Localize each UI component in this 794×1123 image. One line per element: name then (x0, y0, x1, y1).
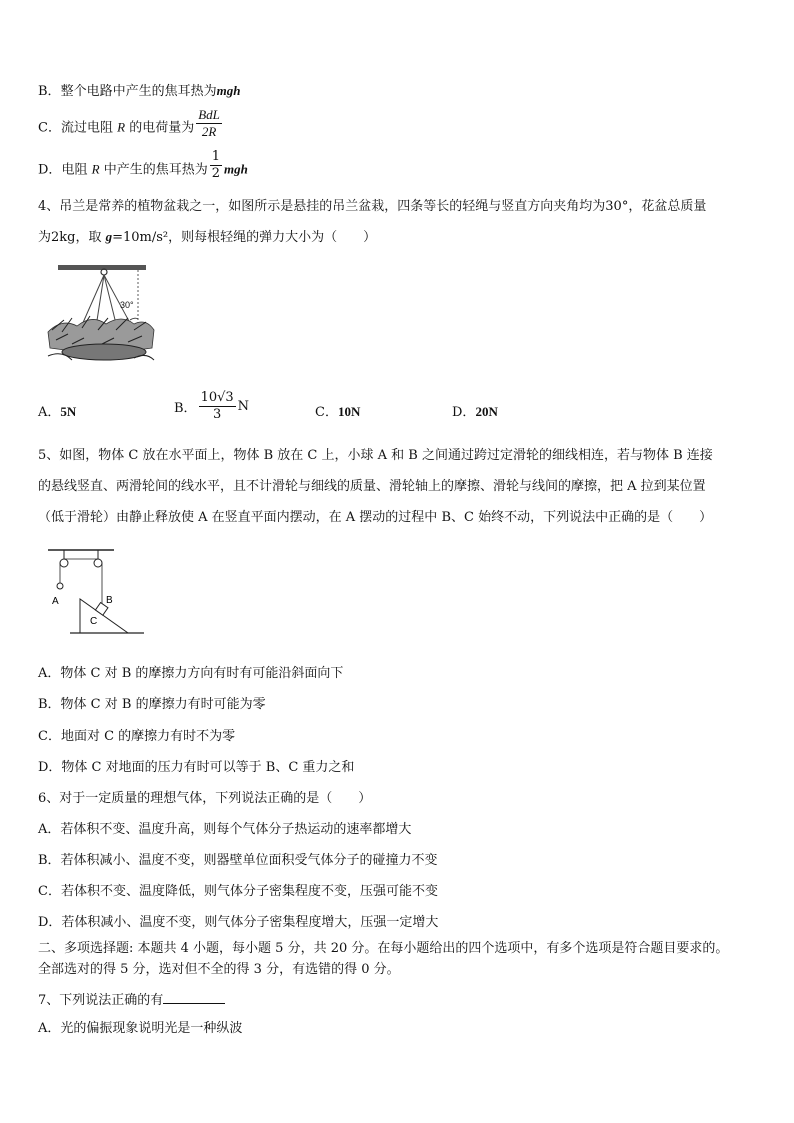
stem-text: 为2kg，取 (38, 230, 106, 245)
fraction-bdl-2r (196, 107, 222, 140)
label-b: B (106, 595, 113, 606)
q6-option-d: D．若体积减小、温度不变，则气体分子密集程度增大，压强一定增大 (38, 915, 439, 930)
fraction-one-half (210, 149, 222, 182)
q6-option-a: A．若体积不变、温度升高，则每个气体分子热运动的速率都增大 (38, 822, 412, 837)
incline-c (80, 599, 128, 633)
option-label: C． (315, 405, 338, 420)
option-text: 10N (337, 404, 361, 419)
q3-option-c (38, 107, 224, 140)
flower-pot (62, 344, 146, 360)
q4-option-a (38, 401, 76, 420)
q3-option-d (38, 149, 248, 182)
q5-option-a: A．物体 C 对 B 的摩擦力方向有时有可能沿斜面向下 (38, 666, 344, 681)
option-text: 的电荷量为 (129, 120, 195, 136)
variable-r: R (117, 119, 126, 135)
fraction-numerator: 1 (211, 149, 220, 164)
stem-text: 7、下列说法正确的有 (38, 993, 164, 1008)
q6-option-b: B．若体积减小、温度不变，则器壁单位面积受气体分子的碰撞力不变 (38, 853, 438, 868)
q5-stem-line3: （低于滑轮）由静止释放使 A 在竖直平面内摆动，在 A 摆动的过程中 B、C 始终不动，下列说法中正确的是（ ） (38, 510, 713, 525)
q3-option-b (38, 82, 240, 101)
q6-option-c: C．若体积不变、温度降低，则气体分子密集程度不变，压强可能不变 (38, 884, 438, 899)
label-c: C (90, 616, 98, 627)
q4-option-d (452, 401, 498, 420)
fraction-numerator: BdL (198, 107, 220, 122)
pulley-incline-figure (42, 545, 152, 640)
pulley-left (60, 559, 68, 567)
formula-mgh: mgh (223, 161, 248, 177)
option-text: 中产生的焦耳热为 (103, 162, 208, 178)
fraction-denominator: 2R (201, 124, 217, 139)
ball-a (57, 583, 63, 589)
q5-stem-line1: 5、如图，物体 C 放在水平面上，物体 B 放在 C 上，小球 A 和 B 之间通过跨过定滑轮的细线相连，若与物体 B 连接 (38, 448, 713, 463)
section2-instructions-line2: 全部选对的得 5 分，选对但不全的得 3 分，有选错的得 0 分。 (38, 962, 400, 977)
option-label: B． (38, 84, 61, 99)
option-label: A． (38, 405, 61, 420)
option-text: 5N (60, 404, 77, 419)
variable-g: g (105, 229, 113, 244)
option-label: D． (452, 405, 476, 420)
angle-label: 30° (120, 300, 134, 310)
formula-mgh: mgh (216, 83, 241, 98)
angle-arc (130, 318, 138, 320)
q5-option-c: C．地面对 C 的摩擦力有时不为零 (38, 729, 236, 744)
option-label: B． (174, 401, 197, 416)
option-label: C． (38, 120, 61, 136)
q4-stem-line1: 4、吊兰是常养的植物盆栽之一，如图所示是悬挂的吊兰盆栽，四条等长的轻绳与竖直方向夹角均为30°，花盆总质量 (38, 199, 707, 214)
fraction-denominator: 2 (211, 166, 220, 181)
answer-blank (163, 989, 225, 1004)
stem-text: =10m/s²，则每根轻绳的弹力大小为（ ） (112, 230, 377, 245)
option-unit: N (237, 399, 250, 414)
fraction-10-root3-over-3 (199, 390, 236, 423)
option-text: 电阻 (61, 162, 88, 178)
q5-option-b: B．物体 C 对 B 的摩擦力有时可能为零 (38, 697, 266, 712)
section2-instructions-line1: 二、多项选择题: 本题共 4 小题，每小题 5 分，共 20 分。在每小题给出的四个选项中，有多个选项是符合题目要求的。 (38, 941, 729, 956)
q4-option-b (174, 390, 249, 423)
option-label: D． (38, 162, 62, 178)
q5-stem-line2: 的悬线竖直、两滑轮间的线水平，且不计滑轮与细线的质量、滑轮轴上的摩擦、滑轮与线间的摩擦，把 A 拉到某位置 (38, 479, 706, 494)
q7-option-a: A．光的偏振现象说明光是一种纵波 (38, 1021, 243, 1036)
option-text: 整个电路中产生的焦耳热为 (60, 84, 217, 99)
q6-stem: 6、对于一定质量的理想气体，下列说法正确的是（ ） (38, 791, 372, 806)
label-a: A (52, 596, 59, 607)
hanging-plant-figure (42, 260, 157, 368)
option-text: 20N (475, 404, 498, 419)
variable-r: R (91, 161, 100, 177)
q7-stem (38, 989, 225, 1010)
fraction-numerator: 10√3 (200, 390, 234, 405)
fraction-denominator: 3 (212, 407, 222, 422)
q4-option-c (315, 401, 360, 420)
option-text: 流过电阻 (60, 120, 113, 136)
q5-option-d: D．物体 C 对地面的压力有时可以等于 B、C 重力之和 (38, 760, 355, 775)
q4-stem-line2 (38, 228, 376, 247)
pulley-right (94, 559, 102, 567)
